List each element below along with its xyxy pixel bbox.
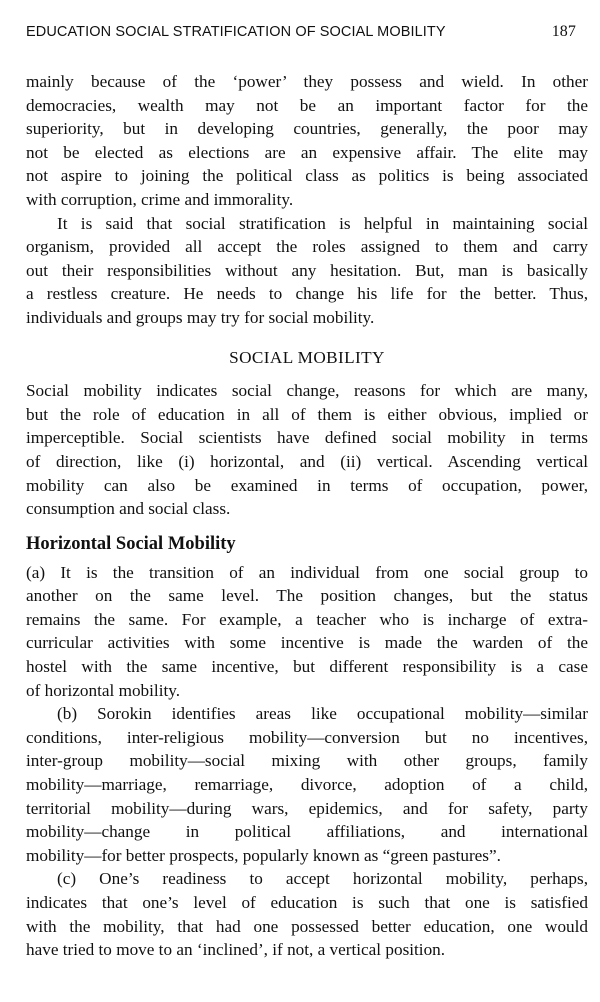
text-line: of horizontal mobility. bbox=[26, 680, 181, 700]
text-line: indicates that one’s level of education is such that one is satisfied bbox=[26, 893, 588, 912]
text-line: out their responsibilities without any hesitation. But, man is basically bbox=[26, 260, 588, 280]
text-line: superiority, but in developing countries, generally, the poor may bbox=[26, 119, 588, 139]
section-heading: SOCIAL MOBILITY bbox=[229, 347, 385, 367]
text-line: with the mobility, that had one possessed better education, one would bbox=[26, 916, 588, 936]
paragraph-b bbox=[26, 702, 588, 867]
text-line: of direction, like (i) horizontal, and (ii) vertical. Ascending vertical bbox=[26, 451, 588, 471]
text-line: individuals and groups may try for social mobility. bbox=[26, 307, 375, 327]
text-line: consumption and social class. bbox=[26, 499, 231, 519]
text-line: inter-group mobility—social mixing with other groups, family bbox=[26, 751, 588, 771]
text-line: mobility—marriage, remarriage, divorce, adoption of a child, bbox=[26, 775, 588, 795]
text-line: but the role of education in all of them is either obvious, implied or bbox=[26, 404, 588, 424]
text-line: mobility—change in political affiliations, and international bbox=[26, 822, 588, 842]
text-line: (b) Sorokin identifies areas like occupational mobility—similar bbox=[57, 704, 588, 724]
text-line: mobility—for better prospects, popularly known as “green pastures”. bbox=[26, 845, 501, 865]
paragraph-continued bbox=[26, 70, 588, 212]
paragraph-a bbox=[26, 561, 588, 703]
text-line: imperceptible. Social scientists have defined social mobility in terms bbox=[26, 428, 588, 448]
text-line: territorial mobility—during wars, epidemics, and for safety, party bbox=[26, 798, 588, 818]
text-line: have tried to move to an ‘inclined’, if not, a vertical position. bbox=[26, 940, 446, 960]
subheading: Horizontal Social Mobility bbox=[26, 533, 236, 554]
paragraph-c bbox=[26, 867, 588, 961]
text-line: another on the same level. The position changes, but the status bbox=[26, 586, 588, 606]
text-line: democracies, wealth may not be an important factor for the bbox=[26, 95, 588, 115]
page-number: 187 bbox=[551, 23, 576, 40]
text-line: mainly because of the ‘power’ they possess and wield. In other bbox=[26, 72, 588, 91]
paragraph-social-mobility bbox=[26, 379, 588, 521]
paragraph-stratification bbox=[26, 212, 588, 330]
text-line: (a) It is the transition of an individual from one social group to bbox=[26, 562, 588, 582]
text-line: not aspire to joining the political class as politics is being associated bbox=[26, 166, 588, 186]
text-line: organism, provided all accept the roles assigned to them and carry bbox=[26, 237, 588, 257]
text-line: It is said that social stratification is helpful in maintaining social bbox=[57, 213, 588, 233]
running-header bbox=[26, 23, 576, 41]
running-title: EDUCATION SOCIAL STRATIFICATION OF SOCIAL MOBILITY bbox=[26, 24, 446, 40]
text-line: Social mobility indicates social change, reasons for which are many, bbox=[26, 381, 588, 401]
text-line: with corruption, crime and immorality. bbox=[26, 189, 294, 209]
page-body bbox=[26, 70, 588, 962]
text-line: remains the same. For example, a teacher who is incharge of extra- bbox=[26, 609, 588, 629]
text-line: not be elected as elections are an expensive affair. The elite may bbox=[26, 142, 588, 162]
text-line: hostel with the same incentive, but different responsibility is a case bbox=[26, 657, 588, 677]
text-line: conditions, inter-religious mobility—conversion but no incentives, bbox=[26, 727, 588, 747]
text-line: (c) One’s readiness to accept horizontal mobility, perhaps, bbox=[57, 869, 588, 889]
text-line: mobility can also be examined in terms of occupation, power, bbox=[26, 475, 588, 495]
text-line: a restless creature. He needs to change his life for the better. Thus, bbox=[26, 284, 588, 304]
text-line: curricular activities with some incentive is made the warden of the bbox=[26, 633, 588, 653]
